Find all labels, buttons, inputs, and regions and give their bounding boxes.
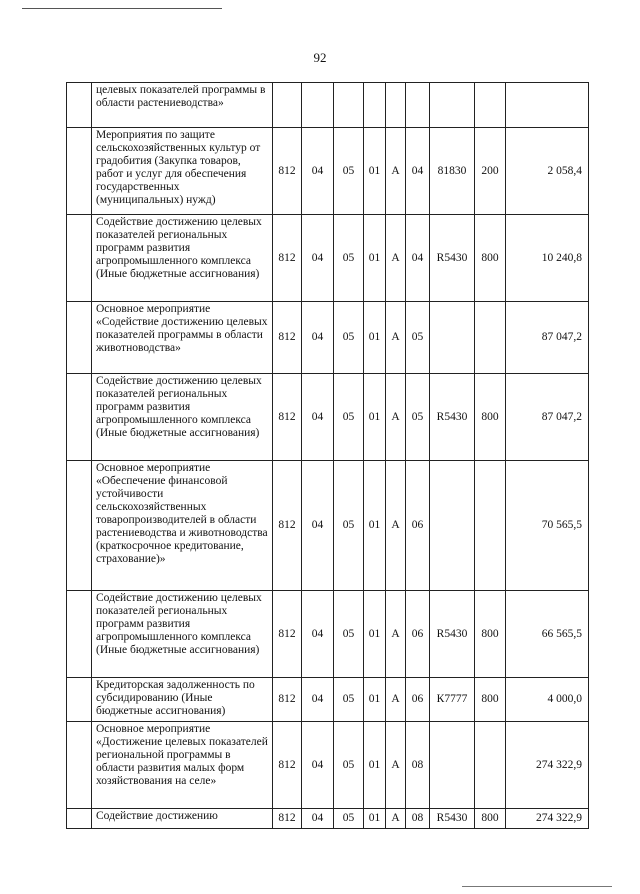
- row-code-7: R5430: [430, 215, 475, 302]
- row-sum: 87 047,2: [506, 374, 589, 461]
- row-name: Мероприятия по защите сельскохозяйственных культур от градобития (Закупка товаров, работ и услуг для обеспечения государственных (муниципальных) нужд): [92, 128, 273, 215]
- row-code-2: 04: [302, 302, 334, 374]
- row-code-1: 812: [273, 722, 302, 809]
- row-code-8: [475, 722, 506, 809]
- row-code-6: 05: [406, 302, 430, 374]
- row-code-2: 04: [302, 678, 334, 722]
- row-sum: 10 240,8: [506, 215, 589, 302]
- row-code-4: 01: [364, 678, 386, 722]
- row-code-5: А: [386, 591, 406, 678]
- table-row: [67, 809, 589, 829]
- row-code-1: 812: [273, 374, 302, 461]
- row-name: Основное мероприятие «Обеспечение финансовой устойчивости сельскохозяйственных товаропроизводителей в области растениеводства и животноводства (краткосрочное кредитование, страхование)»: [92, 461, 273, 591]
- row-sum: 87 047,2: [506, 302, 589, 374]
- row-code-1: 812: [273, 215, 302, 302]
- row-code-6: 06: [406, 461, 430, 591]
- row-code-8: 800: [475, 591, 506, 678]
- row-code-5: А: [386, 128, 406, 215]
- table-row: [67, 302, 589, 374]
- row-name: Основное мероприятие «Достижение целевых показателей региональной программы в области развития малых форм хозяйствования на селе»: [92, 722, 273, 809]
- row-code-4: 01: [364, 374, 386, 461]
- row-code-4: 01: [364, 722, 386, 809]
- row-code-2: 04: [302, 591, 334, 678]
- row-code-1: 812: [273, 128, 302, 215]
- row-blank-cell: [67, 302, 92, 374]
- row-code-2: 04: [302, 215, 334, 302]
- row-blank-cell: [67, 374, 92, 461]
- row-code-3: [334, 83, 364, 128]
- row-sum: 66 565,5: [506, 591, 589, 678]
- row-code-4: 01: [364, 128, 386, 215]
- row-code-7: R5430: [430, 591, 475, 678]
- row-code-6: 04: [406, 215, 430, 302]
- row-name: Содействие достижению целевых показателей региональных программ развития агропромышленного комплекса (Иные бюджетные ассигнования): [92, 215, 273, 302]
- row-name: Кредиторская задолженность по субсидированию (Иные бюджетные ассигнования): [92, 678, 273, 722]
- row-code-8: [475, 302, 506, 374]
- row-name: Содействие достижению: [92, 809, 273, 829]
- row-code-5: А: [386, 302, 406, 374]
- table-row: [67, 374, 589, 461]
- row-code-2: 04: [302, 128, 334, 215]
- row-code-6: [406, 83, 430, 128]
- row-code-8: 800: [475, 374, 506, 461]
- row-code-3: 05: [334, 591, 364, 678]
- row-name: Основное мероприятие «Содействие достижению целевых показателей программы в области животноводства»: [92, 302, 273, 374]
- row-sum: 274 322,9: [506, 722, 589, 809]
- row-code-8: 200: [475, 128, 506, 215]
- row-name: целевых показателей программы в области растениеводства»: [92, 83, 273, 128]
- row-code-2: 04: [302, 461, 334, 591]
- top-rule: [22, 8, 222, 9]
- page-number: 92: [313, 50, 327, 65]
- row-code-1: 812: [273, 678, 302, 722]
- row-code-4: 01: [364, 302, 386, 374]
- row-code-2: 04: [302, 374, 334, 461]
- row-code-2: 04: [302, 809, 334, 829]
- row-sum: 70 565,5: [506, 461, 589, 591]
- row-code-7: К7777: [430, 678, 475, 722]
- row-blank-cell: [67, 591, 92, 678]
- row-code-7: R5430: [430, 374, 475, 461]
- row-code-8: 800: [475, 809, 506, 829]
- row-code-3: 05: [334, 678, 364, 722]
- row-sum: [506, 83, 589, 128]
- row-code-7: [430, 83, 475, 128]
- row-code-3: 05: [334, 128, 364, 215]
- row-code-5: А: [386, 215, 406, 302]
- row-code-5: [386, 83, 406, 128]
- row-code-4: 01: [364, 215, 386, 302]
- row-code-7: [430, 302, 475, 374]
- row-blank-cell: [67, 722, 92, 809]
- row-sum: 4 000,0: [506, 678, 589, 722]
- row-code-8: [475, 461, 506, 591]
- row-blank-cell: [67, 678, 92, 722]
- row-code-7: 81830: [430, 128, 475, 215]
- row-code-1: 812: [273, 302, 302, 374]
- row-code-5: А: [386, 678, 406, 722]
- table-row: [67, 83, 589, 128]
- row-code-3: 05: [334, 722, 364, 809]
- row-code-7: [430, 461, 475, 591]
- table-row: [67, 722, 589, 809]
- row-blank-cell: [67, 128, 92, 215]
- table-body: [67, 83, 589, 829]
- row-code-6: 08: [406, 809, 430, 829]
- row-blank-cell: [67, 461, 92, 591]
- row-code-6: 05: [406, 374, 430, 461]
- row-code-4: 01: [364, 461, 386, 591]
- row-code-4: 01: [364, 809, 386, 829]
- row-code-6: 06: [406, 678, 430, 722]
- row-code-5: А: [386, 461, 406, 591]
- row-blank-cell: [67, 83, 92, 128]
- row-code-8: 800: [475, 215, 506, 302]
- row-code-8: [475, 83, 506, 128]
- table-row: [67, 461, 589, 591]
- row-code-6: 04: [406, 128, 430, 215]
- table-row: [67, 215, 589, 302]
- row-sum: 2 058,4: [506, 128, 589, 215]
- row-name: Содействие достижению целевых показателей региональных программ развития агропромышленного комплекса (Иные бюджетные ассигнования): [92, 374, 273, 461]
- budget-table: [66, 82, 589, 829]
- row-code-3: 05: [334, 374, 364, 461]
- row-code-6: 06: [406, 591, 430, 678]
- row-code-3: 05: [334, 302, 364, 374]
- bottom-rule: [462, 886, 612, 887]
- row-code-5: А: [386, 809, 406, 829]
- row-code-4: [364, 83, 386, 128]
- row-code-8: 800: [475, 678, 506, 722]
- row-code-1: 812: [273, 809, 302, 829]
- row-name: Содействие достижению целевых показателей региональных программ развития агропромышленного комплекса (Иные бюджетные ассигнования): [92, 591, 273, 678]
- row-code-3: 05: [334, 215, 364, 302]
- row-code-1: 812: [273, 461, 302, 591]
- row-code-5: А: [386, 374, 406, 461]
- row-code-7: R5430: [430, 809, 475, 829]
- row-code-3: 05: [334, 809, 364, 829]
- table-row: [67, 678, 589, 722]
- row-code-2: 04: [302, 722, 334, 809]
- row-code-1: [273, 83, 302, 128]
- table-row: [67, 591, 589, 678]
- table-row: [67, 128, 589, 215]
- row-code-3: 05: [334, 461, 364, 591]
- row-blank-cell: [67, 809, 92, 829]
- row-code-2: [302, 83, 334, 128]
- row-sum: 274 322,9: [506, 809, 589, 829]
- row-blank-cell: [67, 215, 92, 302]
- row-code-6: 08: [406, 722, 430, 809]
- row-code-1: 812: [273, 591, 302, 678]
- row-code-4: 01: [364, 591, 386, 678]
- row-code-7: [430, 722, 475, 809]
- row-code-5: А: [386, 722, 406, 809]
